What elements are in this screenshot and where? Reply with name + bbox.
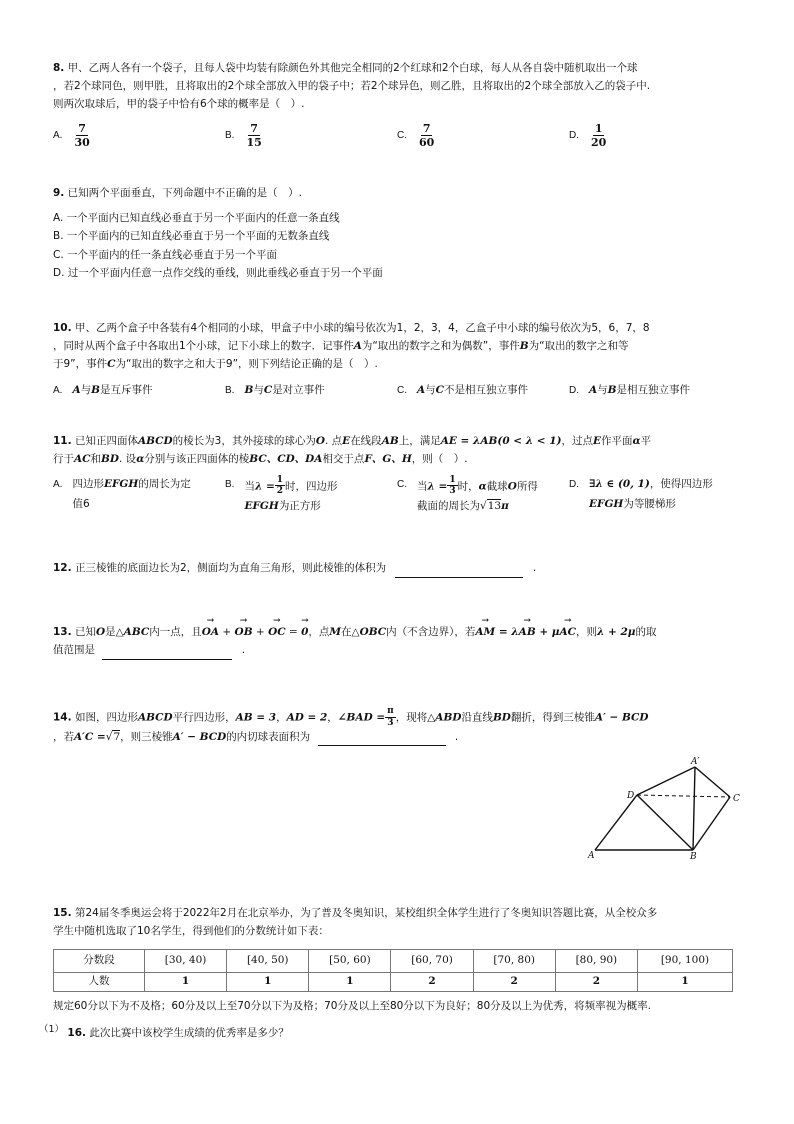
table-cell: 1 — [309, 972, 391, 991]
table-cell: 2 — [473, 972, 555, 991]
edge-db — [637, 795, 693, 850]
q11-option-c[interactable]: C. 当λ = $\frac{1}{3}$ 时，α截球O所得 截面的周长为√13π — [397, 474, 538, 513]
q9-option-b[interactable]: B. 一个平面内的已知直线必垂直于另一个平面的无数条直线 — [53, 230, 330, 243]
table-cell: [80, 90) — [555, 949, 637, 972]
label-b: B — [690, 852, 697, 860]
question-13 — [53, 624, 743, 660]
table-header-cell: 人数 — [54, 972, 145, 991]
q9-stem: 9. 已知两个平面垂直，下列命题中不正确的是（ ）. — [53, 187, 302, 199]
q12-answer-blank[interactable] — [395, 565, 523, 578]
table-cell: 1 — [145, 972, 227, 991]
q14-answer-blank[interactable] — [318, 733, 446, 746]
q8-number: 8. — [53, 62, 65, 74]
edge-dc-hidden — [637, 795, 730, 797]
table-cell: [40, 50) — [227, 949, 309, 972]
q9-options — [53, 209, 743, 283]
q15-subquestion-1: （1） 16. 此次比赛中该校学生成绩的优秀率是多少？ — [39, 1023, 289, 1039]
q9-option-d[interactable]: D. 过一个平面内任意一点作交线的垂线，则此垂线必垂直于另一个平面 — [53, 266, 383, 279]
table-cell: [90, 100) — [637, 949, 732, 972]
q8-option-d[interactable]: D. $\frac{1}{20}$ — [569, 121, 607, 149]
label-a-prime: A′ — [691, 757, 700, 767]
q12-stem: 12. 正三棱锥的底面边长为2，侧面均为直角三角形，则此棱锥的体积为 . — [53, 560, 743, 578]
q8-option-c[interactable]: C. $\frac{7}{60}$ — [397, 121, 435, 149]
q11-option-d[interactable]: D. ∃λ ∈ (0, 1)，使得四边形 EFGH为等腰梯形 — [569, 477, 713, 510]
q11-stem: 11. 已知正四面体ABCD的棱长为3，其外接球的球心为O. 点E在线段AB上，满足AE = λAB(0 < λ < 1)，过点E作平面α平 行于AC和BD. 设α分别与该正四面体的棱BC、CD、DA相交于点F、G、H，则（ ）. — [53, 435, 652, 465]
q8-option-b[interactable]: B. $\frac{7}{15}$ — [225, 121, 262, 149]
q10-option-c[interactable]: C. A 与 C 不是相互独立事件 — [397, 383, 529, 396]
question-10 — [53, 320, 743, 399]
table-cell: [70, 80) — [473, 949, 555, 972]
question-11 — [53, 433, 743, 517]
q8-stem: 8. 甲、乙两人各有一个袋子，且每人袋中均装有除颜色外其他完全相同的2个红球和2个白球，每人从各自袋中随机取出一个球 ，若2个球同色，则甲胜，且将取出的2个球全部放入甲的袋子中；若2个球异色，则乙胜，且将取出的2个球全部放入乙的袋子中. 则两次取球后，甲的袋子中恰有6个球的概率是（ ）. — [53, 62, 651, 110]
q11-option-b[interactable]: B. 当λ = $\frac{1}{2}$ 时，四边形 EFGH为正方形 — [225, 474, 338, 513]
question-14 — [53, 706, 743, 746]
q10-options — [53, 382, 743, 400]
table-cell: [60, 70) — [391, 949, 473, 972]
q10-option-d[interactable]: D. A 与 B 是相互独立事件 — [569, 383, 691, 396]
edge-bc — [693, 797, 730, 850]
table-cell: [30, 40) — [145, 949, 227, 972]
q13-stem: 13. 已知O是△ABC内一点，且→ OA + → OB + → OC = → 0，点M在△OBC内（不含边界），若→ AM = λ→ AB + μ→ AC，则λ + 2μ的取 值范围是 . — [53, 624, 743, 660]
question-8 — [53, 60, 743, 149]
q10-stem: 10. 甲、乙两个盒子中各装有4个相同的小球，甲盒子中小球的编号依次为1，2，3，4，乙盒子中小球的编号依次为5，6，7，8 ，同时从两个盒子中各取出1个小球，记下小球上的数字．记事件A为“取出的数字之和为偶数”，事件B为“取出的数字之和等 于9”，事件C为“取出的数字之和大于9”，则下列结论正确的是（ ）. — [53, 322, 650, 370]
q8-option-a[interactable]: A. $\frac{7}{30}$ — [53, 121, 90, 149]
q11-option-a[interactable]: A. 四边形EFGH的周长为定 值6 — [53, 477, 191, 510]
table-cell: [50, 60) — [309, 949, 391, 972]
q13-answer-blank[interactable] — [102, 647, 232, 660]
table-row — [54, 949, 733, 972]
score-table — [53, 949, 733, 992]
table-cell: 1 — [637, 972, 732, 991]
edge-apc — [695, 767, 730, 797]
q9-option-c[interactable]: C. 一个平面内的任一条直线必垂直于另一个平面 — [53, 248, 278, 261]
edge-apb — [693, 767, 695, 850]
label-d: D — [627, 791, 635, 801]
table-cell: 2 — [391, 972, 473, 991]
question-12 — [53, 560, 743, 578]
table-row — [54, 972, 733, 991]
q14-pyramid-figure — [585, 755, 745, 860]
question-9 — [53, 185, 743, 282]
q8-options — [53, 122, 743, 149]
table-cell: 1 — [227, 972, 309, 991]
table-header-cell: 分数段 — [54, 949, 145, 972]
label-c: C — [733, 794, 740, 804]
table-cell: 2 — [555, 972, 637, 991]
edge-dap — [637, 767, 695, 795]
q15-rule: 规定60分以下为不及格；60分及以上至70分以下为及格；70分及以上至80分以下为良好；80分及以上为优秀，将频率视为概率. — [53, 999, 652, 1012]
question-15 — [39, 905, 743, 1042]
q11-options — [53, 475, 743, 518]
q10-option-a[interactable]: A. A 与 B 是互斥事件 — [53, 383, 153, 396]
label-a: A — [588, 851, 595, 860]
q14-stem: 14. 如图，四边形ABCD平行四边形，AB = 3，AD = 2，∠BAD = $\frac{\pi}{3}$ ，现将△ABD沿直线BD翻折，得到三棱锥A′ − BCD ，若A′C =√7，则三棱锥A′ − BCD的内切球表面积为 . — [53, 706, 743, 746]
q15-stem: 15. 第24届冬季奥运会将于2022年2月在北京举办，为了普及冬奥知识，某校组织全体学生进行了冬奥知识答题比赛，从全校众多 学生中随机选取了10名学生，得到他们的分数统计如下表： — [53, 907, 658, 937]
q10-option-b[interactable]: B. B 与 C 是对立事件 — [225, 383, 325, 396]
edge-ad — [595, 795, 637, 850]
q9-option-a[interactable]: A. 一个平面内已知直线必垂直于另一个平面内的任意一条直线 — [53, 211, 340, 224]
